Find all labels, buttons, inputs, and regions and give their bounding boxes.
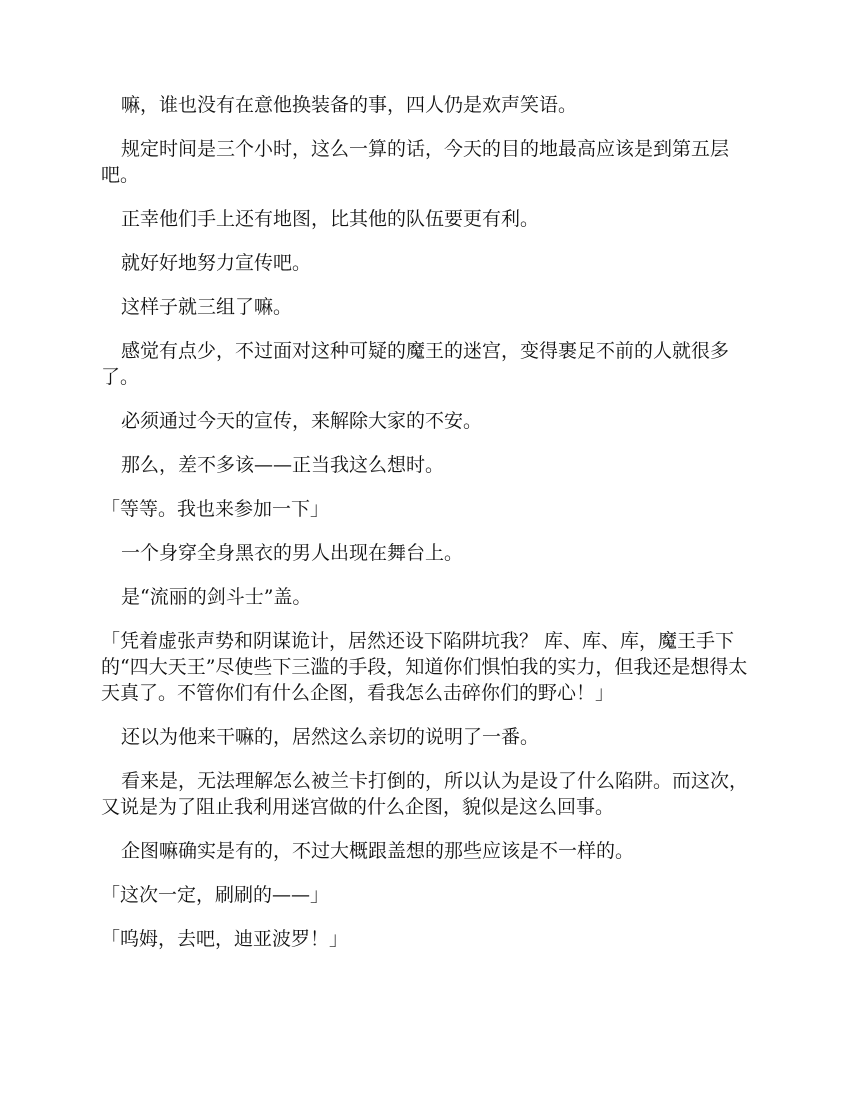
paragraph-4: 就好好地努力宣传吧。 <box>121 252 312 274</box>
dialogue-1: 「等等。我也来参加一下」 <box>101 498 330 520</box>
paragraph-13: 企图嘛确实是有的，不过大概跟盖想的那些应该是不一样的。 <box>121 840 635 862</box>
paragraph-7: 必须通过今天的宣传，来解除大家的不安。 <box>121 410 483 432</box>
paragraph-10: 是“流丽的剑斗士”盖。 <box>121 586 312 608</box>
dialogue-3: 「这次一定，刷刷的——」 <box>101 884 330 906</box>
paragraph-9: 一个身穿全身黑衣的男人出现在舞台上。 <box>121 542 464 564</box>
paragraph-1: 嘛，谁也没有在意他换装备的事，四人仍是欢声笑语。 <box>121 94 578 116</box>
paragraph-5: 这样子就三组了嘛。 <box>121 296 293 318</box>
paragraph-12: 看来是，无法理解怎么被兰卡打倒的，所以认为是设了什么陷阱。而这次，又说是为了阻止我利用迷宫做的什么企图，貌似是这么回事。 <box>101 770 749 818</box>
paragraph-2: 规定时间是三个小时，这么一算的话，今天的目的地最高应该是到第五层吧。 <box>101 138 730 186</box>
body-text <box>101 92 751 970</box>
paragraph-11: 还以为他来干嘛的，居然这么亲切的说明了一番。 <box>121 726 540 748</box>
paragraph-3: 正幸他们手上还有地图，比其他的队伍要更有利。 <box>121 208 540 230</box>
dialogue-4: 「呜姆，去吧，迪亚波罗！」 <box>101 928 349 950</box>
paragraph-8: 那么，差不多该——正当我这么想时。 <box>121 454 445 476</box>
paragraph-6: 感觉有点少，不过面对这种可疑的魔王的迷宫，变得裹足不前的人就很多了。 <box>101 340 730 388</box>
dialogue-2: 「凭着虚张声势和阴谋诡计，居然还设下陷阱坑我？ 库、库、库，魔王手下的“四大天王”尽使些下三滥的手段，知道你们惧怕我的实力，但我还是想得太天真了。不管你们有什么企图，看我怎么击碎你们的野心！」 <box>101 630 748 704</box>
